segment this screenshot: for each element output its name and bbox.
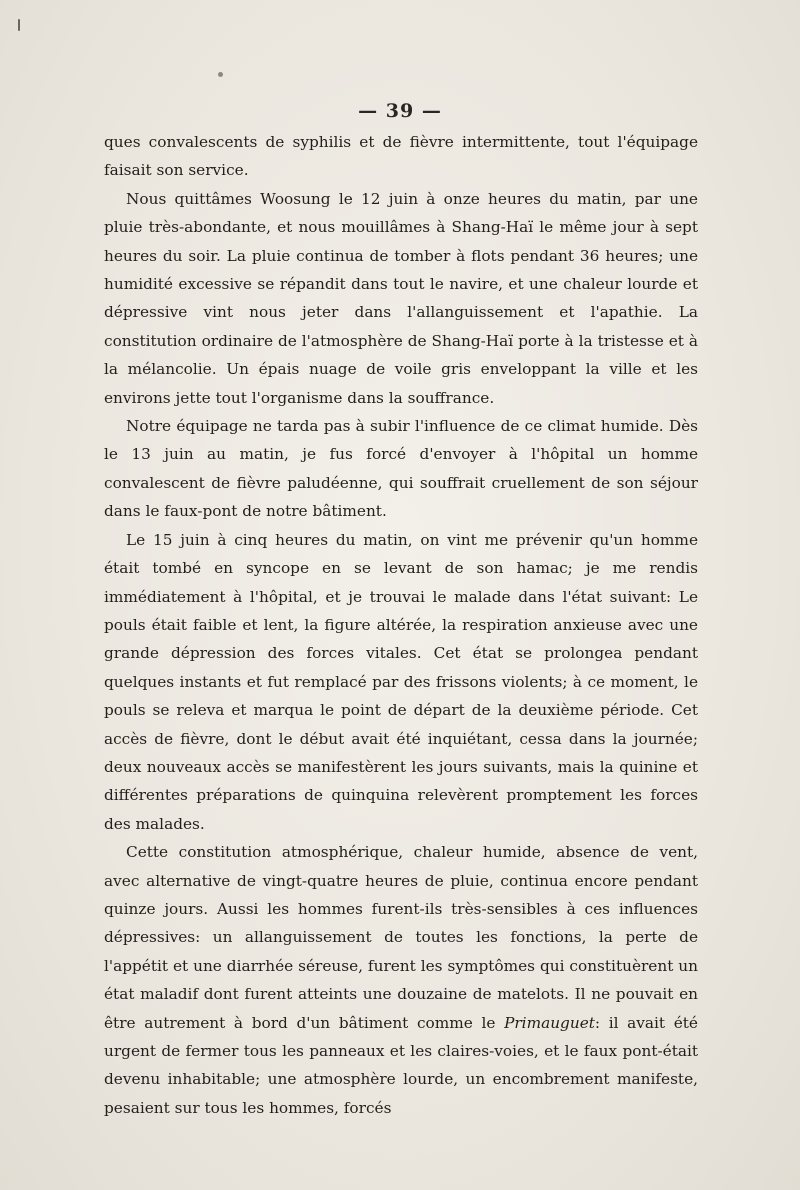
paragraph-crew-illness: Notre équipage ne tarda pas à subir l'influence de ce climat humide. Dès le 13 juin au matin, je fus forcé d'envoyer à l'hôpital un homme convalescent de fièvre paludéenne, qui souffrait cruellement de son séjour dans le faux-pont de notre bâtiment.	[104, 417, 698, 521]
paragraph-text-part-b: : il avait été urgent de fermer tous les panneaux et les claires-voies, et le faux pont-était devenu inhabitable; une atmosphère lourde, un encombrement manifeste, pesaient sur tous les hommes, forcés	[104, 1013, 698, 1117]
paragraph-continuation: ques convalescents de syphilis et de fièvre intermittente, tout l'équipage faisait son service.	[104, 133, 698, 180]
ship-name: Primauguet	[504, 1013, 595, 1032]
paragraph-text-part-a: Cette constitution atmosphérique, chaleur humide, absence de vent, avec alternative de vingt-quatre heures de pluie, continua encore pendant quinze jours. Aussi les hommes furent-ils très-sensibles à ces influences dépressives: un allanguissement de toutes les fonctions, la perte de l'appétit et une diarrhée séreuse, furent les symptômes qui constituèrent un état maladif dont furent atteints une douzaine de matelots. Il ne pouvait en être autrement à bord d'un bâtiment comme le	[104, 843, 698, 1032]
margin-mark	[18, 19, 20, 31]
paragraph-woosung-departure: Nous quittâmes Woosung le 12 juin à onze heures du matin, par une pluie très-abondante, et nous mouillâmes à Shang-Haï le même jour à sept heures du soir. La pluie continua de tomber à flots pendant 36 heures; une humidité excessive se répandit dans tout le navire, et une chaleur lourde et dépressive vint nous jeter dans l'allanguissement et l'apathie. La constitution ordinaire de l'atmosphère de Shang-Haï porte à la tristesse et à la mélancolie. Un épais nuage de voile gris enveloppant la ville et les environs jette tout l'organisme dans la souffrance.	[104, 189, 698, 407]
paragraph-atmospheric-constitution	[104, 838, 698, 1122]
paragraph-syncope-case: Le 15 juin à cinq heures du matin, on vint me prévenir qu'un homme était tombé en syncope en se levant de son hamac; je me rendis immédiatement à l'hôpital, et je trouvai le malade dans l'état suivant: Le pouls était faible et lent, la figure altérée, la respiration anxieuse avec une grande dépression des forces vitales. Cet état se prolongea pendant quelques instants et fut remplacé par des frissons violents; à ce moment, le pouls se releva et marqua le point de départ de la deuxième période. Cet accès de fièvre, dont le début avait été inquiétant, cessa dans la journée; deux nouveaux accès se manifestèrent les jours suivants, mais la quinine et différentes préparations de quinquina relevèrent promptement les forces des malades.	[104, 530, 698, 833]
ink-speck	[218, 72, 223, 77]
page-number: — 39 —	[358, 100, 442, 122]
body-text	[104, 128, 698, 1122]
